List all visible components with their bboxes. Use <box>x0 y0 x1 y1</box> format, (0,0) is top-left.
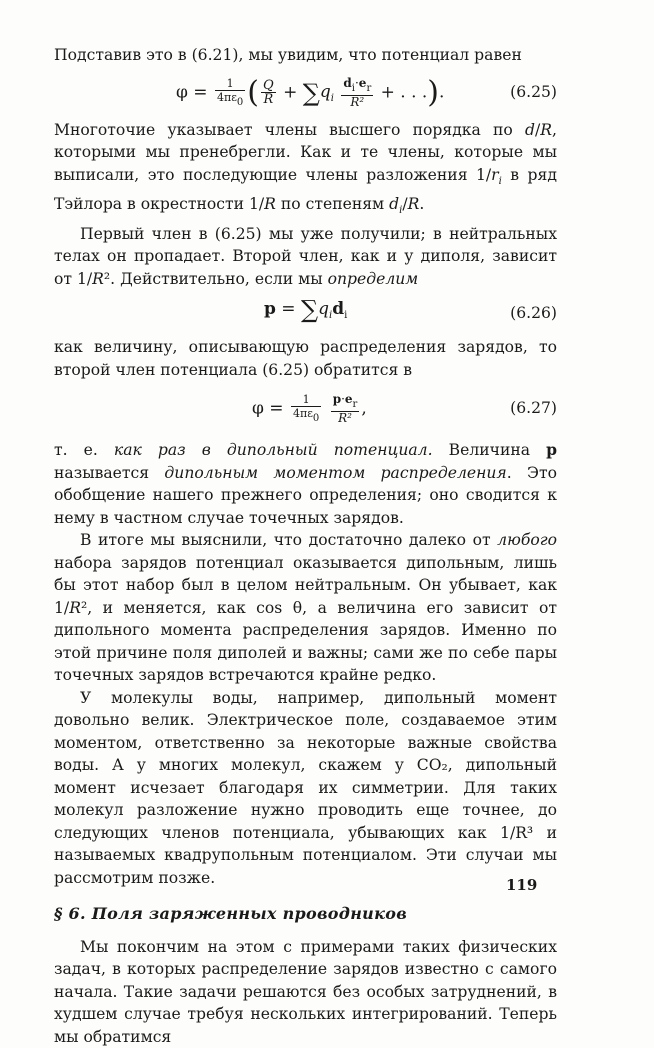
paragraph-2: Многоточие указывает члены высшего порядка по d/R, которыми мы пренебрегли. Как и те члены, которые мы выписали, это последующие члены разложения $1/r_i$ в ряд Тэйлора в окрестности 1/R по степеням $d_i/R$. <box>54 119 557 223</box>
paragraph-4: как величину, описывающую распределения зарядов, то второй член потенциала (6.25) обратится в <box>54 336 557 381</box>
paragraph-3: Первый член в (6.25) мы уже получили; в нейтральных телах он пропадает. Второй член, как и у диполя, зависит от 1/R². Действительно, если мы определим <box>54 223 557 291</box>
equation-6-26: $p = \sum q_id_i$ (6.26) <box>54 290 557 336</box>
equation-number: (6.27) <box>510 397 557 420</box>
paragraph-8: Мы покончим на этом с примерами таких физических задач, в которых распределение зарядов известно с самого начала. Такие задачи решаются без особых затруднений, в худшем случае требуя нескольких интегрирований. Теперь мы обратимся <box>54 936 557 1048</box>
paragraph-5: т. е. как раз в дипольный потенциал. Величина p называется дипольным моментом распределения. Это обобщение нашего прежнего определения; оно сводится к нему в частном случае точечных зарядов. <box>54 439 557 529</box>
paragraph-1: Подставив это в (6.21), мы увидим, что потенциал равен <box>54 44 557 67</box>
equation-number: (6.26) <box>510 302 557 325</box>
equation-number: (6.25) <box>510 81 557 104</box>
page-text <box>54 44 557 1048</box>
equation-6-25: φ = $\frac{1}{4\pi\varepsilon 0}$ ( $\frac{Q}{R}$ + $\sum q_i$ $\frac{d_i\cdot e_r}{\text{R²}}$ + . . .). (6.25) <box>54 67 557 119</box>
page-number: 119 <box>506 876 537 894</box>
paragraph-7: У молекулы воды, например, дипольный момент довольно велик. Электрическое поле, создаваемое этим моментом, ответственно за некоторые важные свойства воды. А у многих молекул, скажем у CO₂, дипольный момент исчезает благодаря их симметрии. Для таких молекул разложение нужно проводить еще точнее, до следующих членов потенциала, убывающих как 1/R³ и называемых квадрупольным потенциалом. Эти случаи мы рассмотрим позже. <box>54 687 557 890</box>
equation-6-27: φ = $\frac{1}{4\pi\varepsilon 0}$ $\frac{p\cdot e_r}{\text{R²}}$ , (6.27) <box>54 381 557 439</box>
paragraph-6: В итоге мы выяснили, что достаточно далеко от любого набора зарядов потенциал оказывается дипольным, лишь бы этот набор был в целом нейтральным. Он убывает, как 1/R², и меняется, как cos θ, а величина его зависит от дипольного момента распределения зарядов. Именно по этой причине поля диполей и важны; сами же по себе пары точечных зарядов встречаются крайне редко. <box>54 529 557 687</box>
section-heading: § 6. Поля заряженных проводников <box>54 903 557 926</box>
